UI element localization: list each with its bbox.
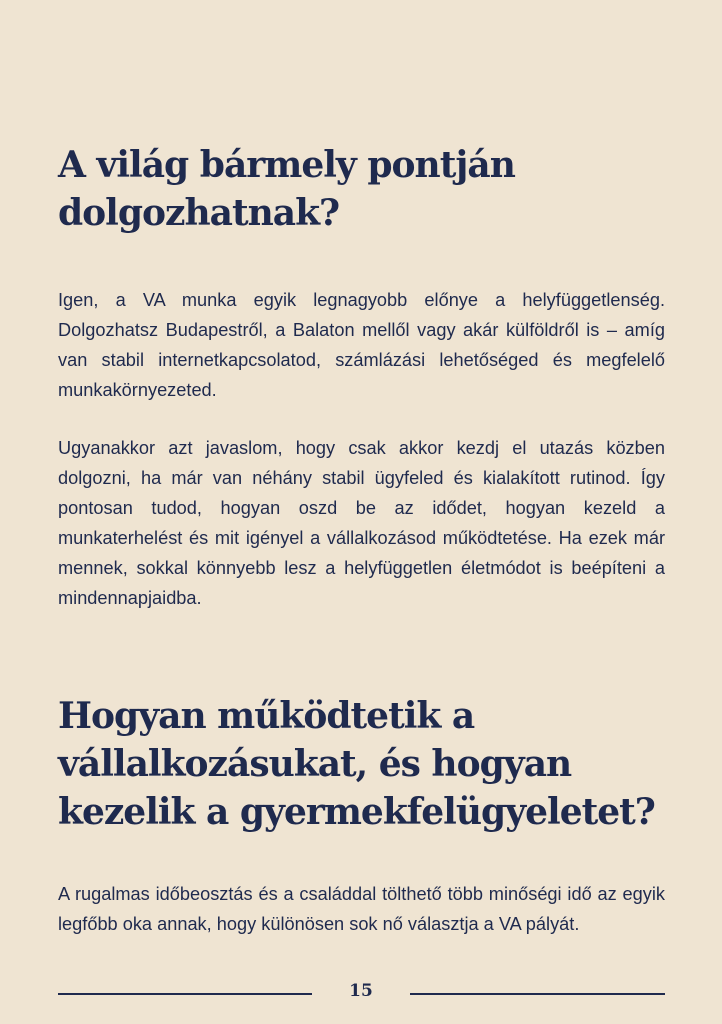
footer-divider-right <box>410 993 665 995</box>
footer-divider-left <box>58 993 312 995</box>
body-paragraph: A rugalmas időbeosztás és a családdal tölthető több minőségi idő az egyik legfőbb oka annak, hogy különösen sok nő választja a VA pályát. <box>58 884 665 934</box>
body-paragraph: Igen, a VA munka egyik legnagyobb előnye a helyfüggetlenség. Dolgozhatsz Budapestről, a Balaton mellől vagy akár külföldről is – amíg van stabil internetkapcsolatod, számlázási lehetőséged és megfelelő munkakörnyezeted. <box>58 290 665 400</box>
body-paragraph: Ugyanakkor azt javaslom, hogy csak akkor kezdj el utazás közben dolgozni, ha már van néhány stabil ügyfeled és kialakított rutinod. Így pontosan tudod, hogyan oszd be az idődet, hogyan kezeld a munkaterhelést és mit igényel a vállalkozásod működtetése. Ha ezek már mennek, sokkal könnyebb lesz a helyfüggetlen életmódot is beépíteni a mindennapjaidba. <box>58 438 665 608</box>
section-heading: A világ bármely pontján dolgozhatnak? <box>58 144 515 234</box>
page-number: 15 <box>349 981 373 1001</box>
section-heading: Hogyan működtetik a vállalkozásukat, és hogyan kezelik a gyermekfelügyeletet? <box>58 695 655 833</box>
